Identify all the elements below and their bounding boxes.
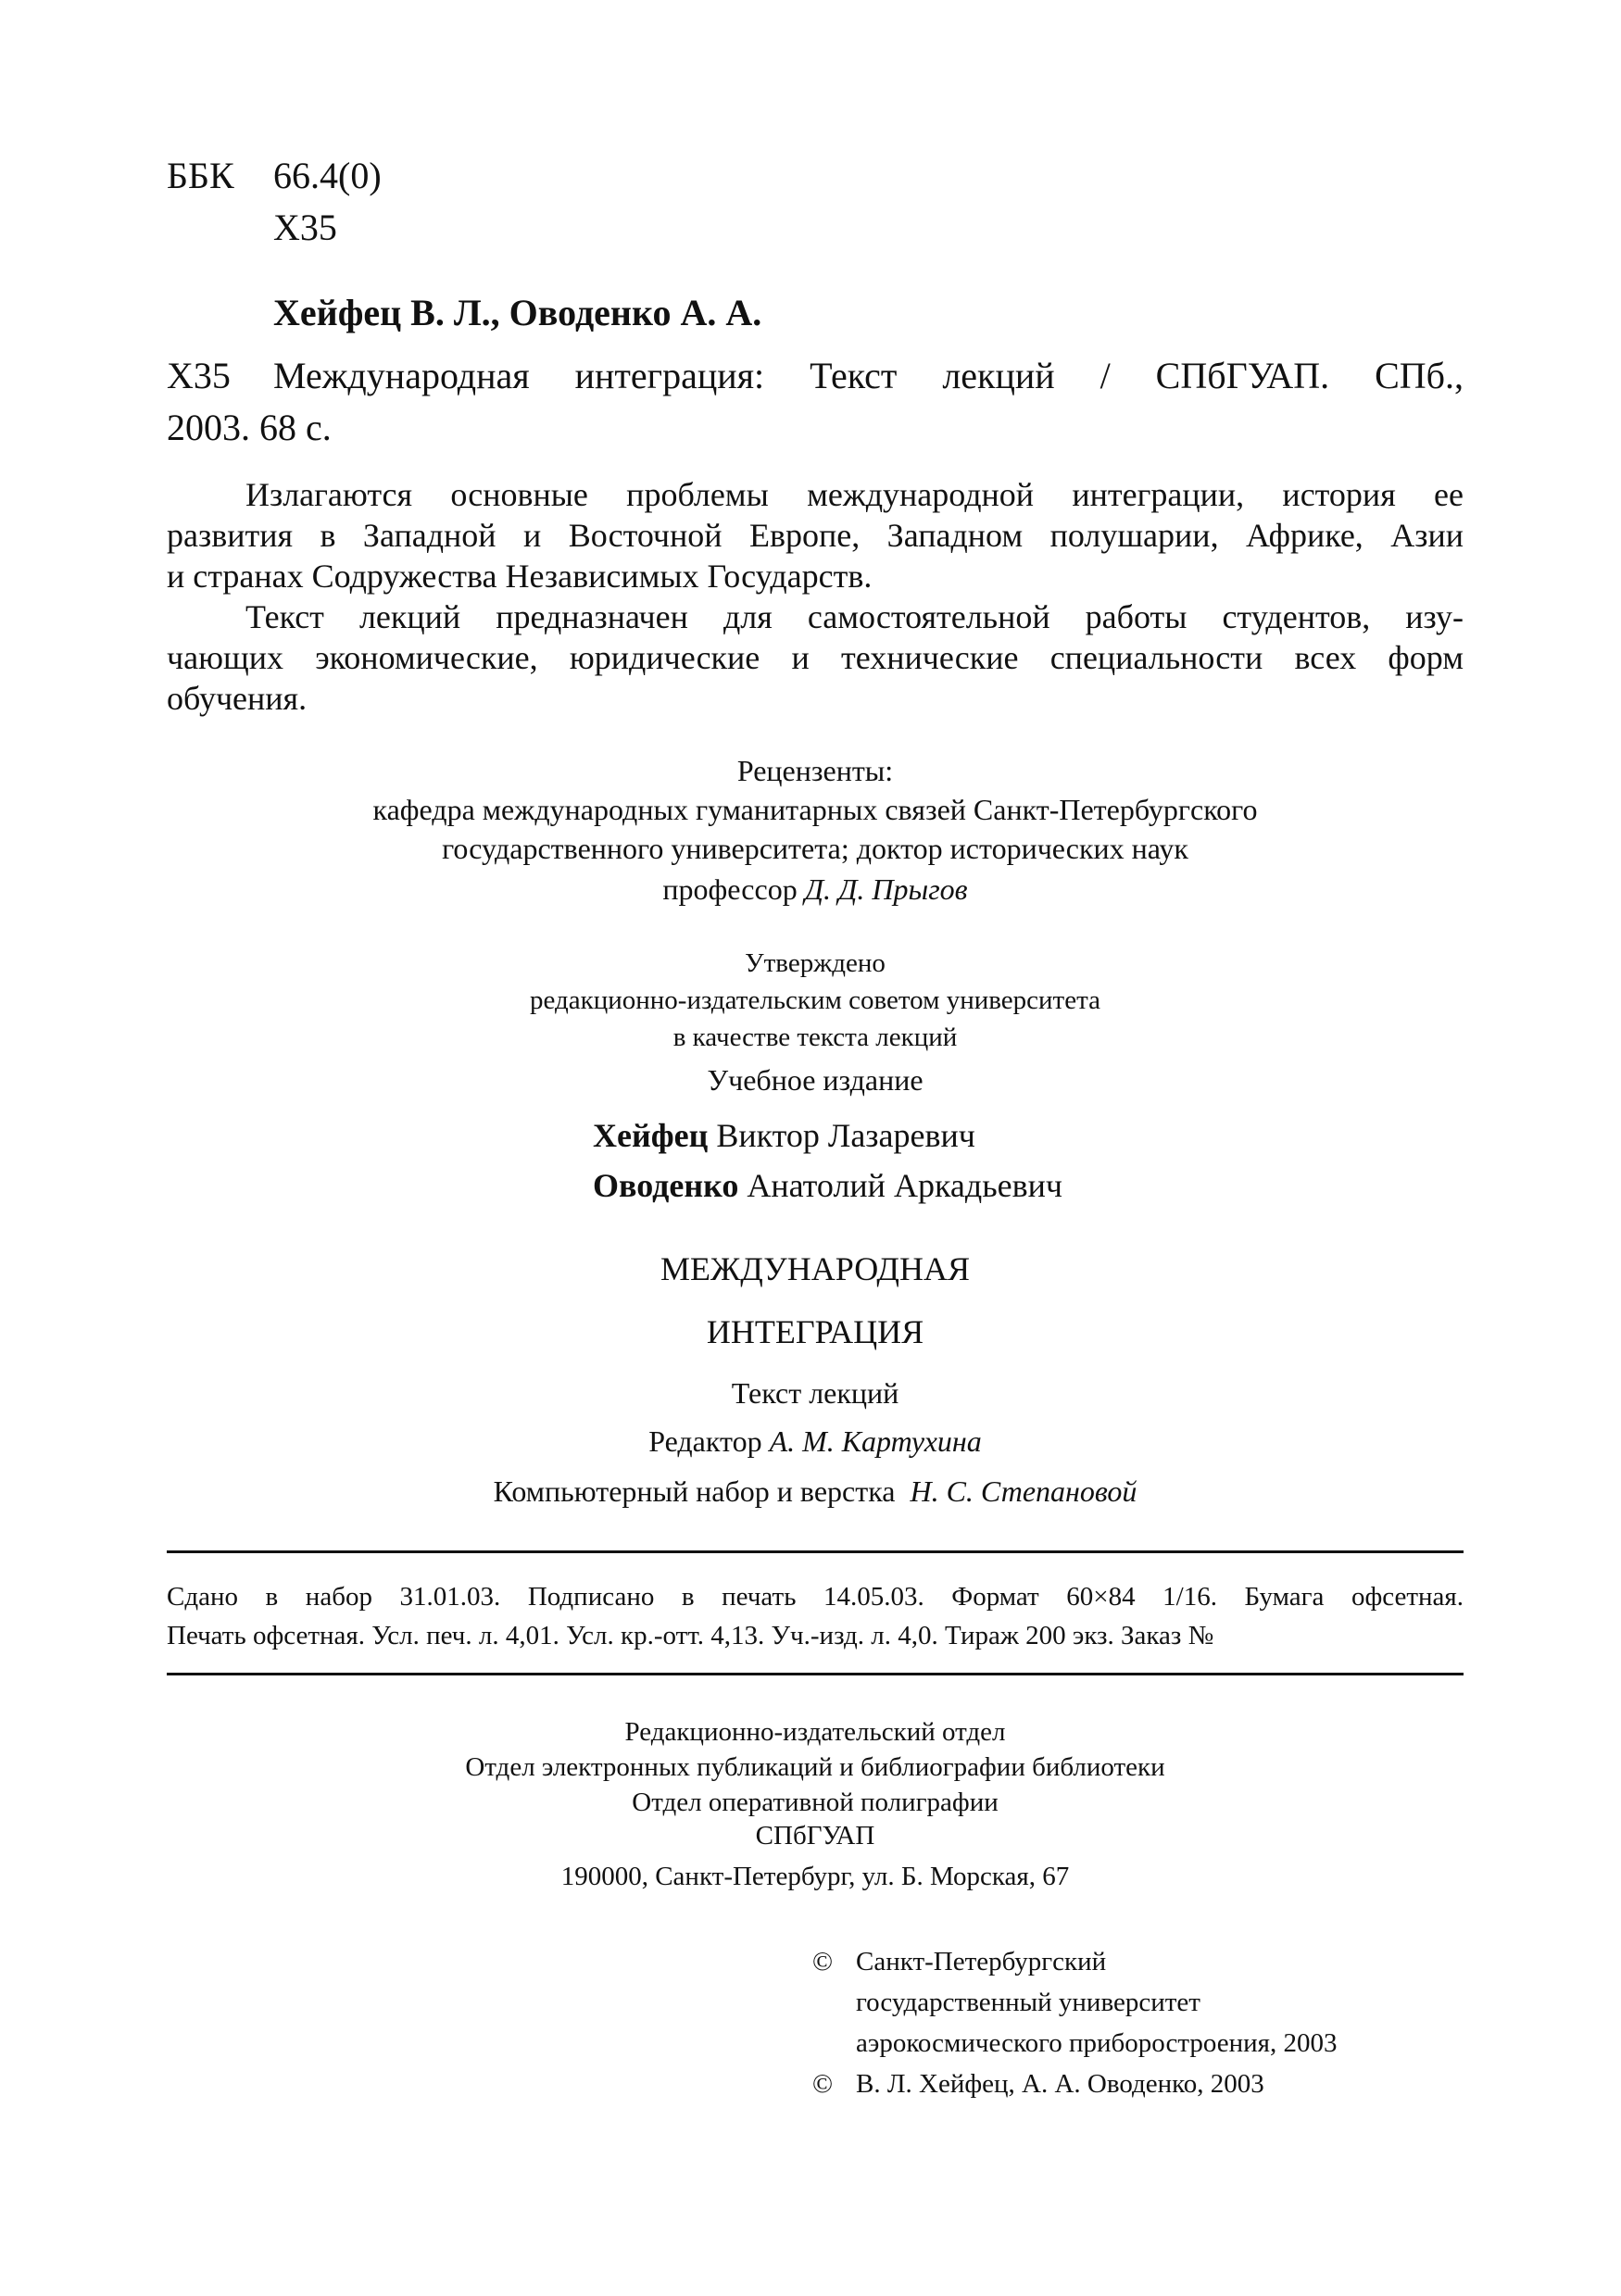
book-title-line-1: МЕЖДУНАРОДНАЯ bbox=[660, 1250, 970, 1287]
imprint-line-2: Печать офсетная. Усл. печ. л. 4,01. Усл. кр.-отт. 4,13. Уч.-изд. л. 4,0. Тираж 200 экз. Заказ № bbox=[167, 1621, 1214, 1650]
publisher-line-1: Редакционно-издательский отдел bbox=[624, 1717, 1006, 1747]
copyright-org-line-2: государственный университет bbox=[856, 1988, 1200, 2017]
editor-name: А. М. Картухина bbox=[769, 1424, 982, 1458]
author-given-names: Анатолий Аркадьевич bbox=[747, 1167, 1062, 1204]
approval-line-2: редакционно-издательским советом университета bbox=[530, 985, 1100, 1015]
typesetting-name: Н. С. Степановой bbox=[910, 1474, 1137, 1508]
imprint-line-1: Сдано в набор 31.01.03. Подписано в печать 14.05.03. Формат 60×84 1/16. Бумага офсетная. bbox=[167, 1582, 1464, 1612]
reviewers-line-3 bbox=[167, 874, 1464, 904]
publisher-address: 190000, Санкт-Петербург, ул. Б. Морская, 67 bbox=[560, 1862, 1070, 1891]
edition-type: Учебное издание bbox=[707, 1063, 924, 1097]
abstract-p2-line: чающих экономические, юридические и технические специальности всех форм bbox=[167, 639, 1464, 676]
full-author-1 bbox=[593, 1119, 975, 1152]
editor-line bbox=[167, 1426, 1464, 1456]
typesetting-label: Компьютерный набор и верстка bbox=[493, 1474, 896, 1508]
editor-label: Редактор bbox=[648, 1424, 762, 1458]
reviewers-heading: Рецензенты: bbox=[736, 754, 894, 787]
author-surname: Хейфец bbox=[593, 1117, 709, 1154]
subtitle: Текст лекций bbox=[731, 1376, 899, 1410]
citation-mark: Х35 bbox=[167, 355, 231, 396]
abstract-p1-line: и странах Содружества Независимых Государств. bbox=[167, 558, 873, 595]
publisher-line-4: СПбГУАП bbox=[755, 1821, 875, 1851]
abstract-p1-line: развития в Западной и Восточной Европе, Западном полушарии, Африке, Азии bbox=[167, 517, 1464, 554]
publisher-line-3: Отдел оперативной полиграфии bbox=[632, 1788, 999, 1817]
divider-rule bbox=[167, 1550, 1464, 1553]
citation-line-1: Международная интеграция: Текст лекций / СПбГУАП. СПб., bbox=[273, 355, 1464, 396]
copyright-org-line-1: Санкт-Петербургский bbox=[856, 1947, 1107, 1976]
divider-rule bbox=[167, 1673, 1464, 1675]
full-author-2 bbox=[593, 1169, 1062, 1202]
citation-line-2: 2003. 68 с. bbox=[167, 407, 332, 448]
reviewer-title: профессор bbox=[662, 872, 798, 906]
copyright-symbol: © bbox=[812, 2069, 834, 2099]
author-given-names: Виктор Лазаревич bbox=[716, 1117, 975, 1154]
copyright-org-line-3: аэрокосмического приборостроения, 2003 bbox=[856, 2028, 1338, 2058]
bbk-label: ББК bbox=[167, 155, 234, 196]
authors-heading: Хейфец В. Л., Оводенко А. А. bbox=[273, 292, 762, 333]
reviewers-line-1: кафедра международных гуманитарных связей Санкт-Петербургского bbox=[372, 793, 1258, 826]
copyright-symbol: © bbox=[812, 1947, 834, 1976]
author-surname: Оводенко bbox=[593, 1167, 739, 1204]
abstract-p1-line: Излагаются основные проблемы международной интеграции, история ее bbox=[245, 476, 1464, 513]
reviewer-name: Д. Д. Прыгов bbox=[804, 872, 968, 906]
approval-line-1: Утверждено bbox=[745, 948, 886, 978]
book-title-line-2: ИНТЕГРАЦИЯ bbox=[706, 1313, 924, 1350]
abstract-p2-line: Текст лекций предназначен для самостоятельной работы студентов, изу- bbox=[245, 598, 1464, 635]
author-mark: Х35 bbox=[273, 207, 337, 248]
approval-line-3: в качестве текста лекций bbox=[672, 1023, 958, 1052]
publisher-line-2: Отдел электронных публикаций и библиографии библиотеки bbox=[465, 1752, 1165, 1782]
bbk-code: 66.4(0) bbox=[273, 155, 382, 196]
typesetting-line bbox=[167, 1476, 1464, 1506]
copyright-authors: В. Л. Хейфец, А. А. Оводенко, 2003 bbox=[856, 2069, 1264, 2099]
abstract-p2-line: обучения. bbox=[167, 680, 308, 717]
reviewers-line-2: государственного университета; доктор исторических наук bbox=[442, 832, 1188, 865]
